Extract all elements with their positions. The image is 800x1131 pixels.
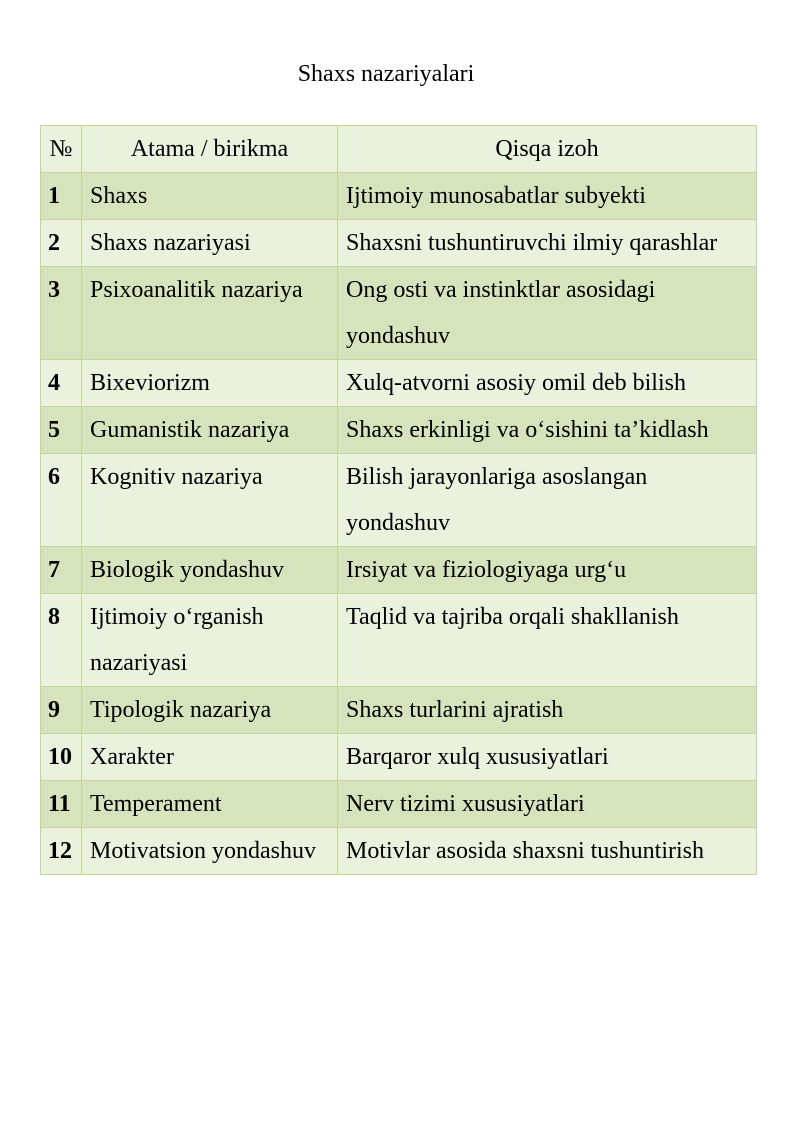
row-description: Ong osti va instinktlar asosidagi yondashuv	[338, 267, 757, 360]
table-row	[41, 173, 757, 220]
table-row	[41, 547, 757, 594]
row-term: Gumanistik nazariya	[82, 407, 338, 454]
table-row	[41, 360, 757, 407]
row-term: Shaxs nazariyasi	[82, 220, 338, 267]
row-term: Biologik yondashuv	[82, 547, 338, 594]
row-number: 3	[41, 267, 82, 360]
header-description: Qisqa izoh	[338, 126, 757, 173]
header-term: Atama / birikma	[82, 126, 338, 173]
row-number: 7	[41, 547, 82, 594]
row-number: 2	[41, 220, 82, 267]
row-number: 6	[41, 454, 82, 547]
row-description: Shaxsni tushuntiruvchi ilmiy qarashlar	[338, 220, 757, 267]
row-term: Tipologik nazariya	[82, 687, 338, 734]
table-row	[41, 267, 757, 360]
table-row	[41, 781, 757, 828]
row-number: 10	[41, 734, 82, 781]
terms-table	[40, 125, 757, 875]
row-number: 12	[41, 828, 82, 875]
row-number: 1	[41, 173, 82, 220]
table-row	[41, 220, 757, 267]
table-row	[41, 828, 757, 875]
row-term: Xarakter	[82, 734, 338, 781]
page-title: Shaxs nazariyalari	[297, 61, 475, 87]
row-description: Ijtimoiy munosabatlar subyekti	[338, 173, 757, 220]
row-number: 5	[41, 407, 82, 454]
row-term: Kognitiv nazariya	[82, 454, 338, 547]
row-description: Nerv tizimi xususiyatlari	[338, 781, 757, 828]
table-header-row	[41, 126, 757, 173]
row-number: 11	[41, 781, 82, 828]
row-term: Shaxs	[82, 173, 338, 220]
header-number: №	[41, 126, 82, 173]
row-description: Bilish jarayonlariga asoslangan yondashuv	[338, 454, 757, 547]
table-row	[41, 734, 757, 781]
table-row	[41, 407, 757, 454]
row-term: Ijtimoiy o‘rganish nazariyasi	[82, 594, 338, 687]
table-row	[41, 594, 757, 687]
row-term: Psixoanalitik nazariya	[82, 267, 338, 360]
row-term: Bixeviorizm	[82, 360, 338, 407]
row-description: Irsiyat va fiziologiyaga urg‘u	[338, 547, 757, 594]
row-description: Shaxs erkinligi va o‘sishini ta’kidlash	[338, 407, 757, 454]
row-number: 4	[41, 360, 82, 407]
row-description: Xulq-atvorni asosiy omil deb bilish	[338, 360, 757, 407]
row-term: Temperament	[82, 781, 338, 828]
row-number: 8	[41, 594, 82, 687]
table-row	[41, 454, 757, 547]
row-number: 9	[41, 687, 82, 734]
row-description: Barqaror xulq xususiyatlari	[338, 734, 757, 781]
table-row	[41, 687, 757, 734]
row-description: Shaxs turlarini ajratish	[338, 687, 757, 734]
row-description: Motivlar asosida shaxsni tushuntirish	[338, 828, 757, 875]
row-description: Taqlid va tajriba orqali shakllanish	[338, 594, 757, 687]
row-term: Motivatsion yondashuv	[82, 828, 338, 875]
